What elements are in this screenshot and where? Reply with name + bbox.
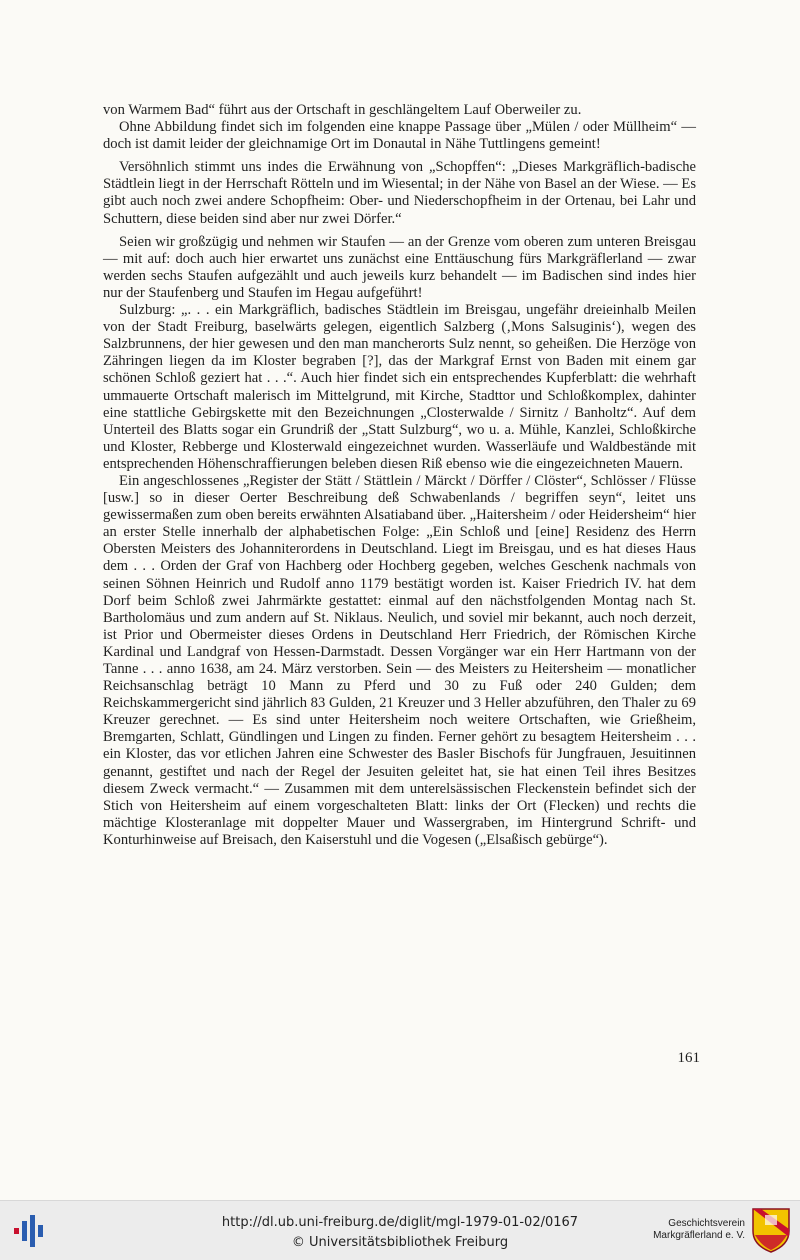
paragraph-3: Seien wir großzügig und nehmen wir Staufen — an der Grenze vom oberen zum unteren Breisgau — mit auf: doch auch hier erwartet uns zunächst eine Enttäuschung fürs Markgräflerland — zwar werden sechs Staufen aufgezählt und auch jeweils kurz behandelt — im Badischen sind indes hier nur der Staufenberg und Staufen im Hegau aufgeführt! bbox=[103, 233, 696, 301]
page-number: 161 bbox=[677, 1050, 700, 1066]
paragraph-1: Ohne Abbildung findet sich im folgenden eine knappe Passage über „Mülen / oder Müllheim“ — doch ist damit leider der gleichnamige Ort im Donautal in Nähe Tuttlingens gemeint! bbox=[103, 119, 696, 153]
paragraph-5: Ein angeschlossenes „Register der Stätt / Stättlein / Märckt / Dörffer / Clöster“, Schlösser / Flüsse [usw.] so in dieser Oerter Beschreibung deß Schwabenlands / begriffen seyn“, leitet uns gewissermaßen zum oben bereits erwähnten Alsatiaband über. „Haitersheim / oder Heidersheim“ hier an erster Stelle innerhalb der alphabetischen Folge: „Ein Schloß und [eine] Residenz des Herrn Obersten Meisters des Johanniterordens in Deutschland. Liegt im Breisgau, und es hat dieses Haus dem . . . Orden der Graf von Hachberg oder Hochberg gegeben, welches Geschenk nachmals von seinen Söhnen Heinrich und Rudolf anno 1179 bestätigt worden ist. Kaiser Friedrich IV. hat dem Dorf beim Schloß zwei Jahrmärkte gestattet: einmal auf den nächstfolgenden Montag nach St. Bartholomäus und zum andern auf St. Niklaus. Neulich, und soviel mir bekannt, auch noch derzeit, ist Prior und Obermeister dieses Ordens in Deutschland Herr Friedrich, der Römischen Kirche Kardinal und Landgraf von Hessen-Darmstadt. Dessen Vorgänger war ein Herr Hartmann von der Tanne . . . anno 1638, am 24. März verstorben. Sein — des Meisters zu Heitersheim — monatlicher Reichsanschlag beträgt 10 Mann zu Pferd und 30 zu Fuß oder 240 Gulden; dem Reichskammergericht sind jährlich 83 Gulden, 21 Kreuzer und 3 Heller abzuführen, den Thaler zu 69 Kreuzer gerechnet. — Es sind unter Heitersheim noch weitere Ortschaften, wie Grießheim, Bremgarten, Schlatt, Gündlingen und Lingen zu finden. Ferner gehört zu besagtem Heitersheim . . . ein Kloster, das vor etlichen Jahren eine Schwester des Basler Bischofs für Jungfrauen, Jesuitinnen genannt, gestiftet und nach der Regel der Jesuiten geleitet hat, sie hat einen Teil ihres Besitzes diesem Zweck vermacht.“ — Zusammen mit dem unterelsässischen Fleckenstein befindet sich der Stich von Heitersheim auf einem vorgeschalteten Blatt: links der Ort (Flecken) und rechts die mächtige Klosteranlage mit doppelter Mauer und Wassergraben, im Hintergrund Schrift- und Konturhinweise auf Breisach, den Kaiserstuhl und die Vogesen („Elsaßisch gebürge“). bbox=[103, 472, 696, 848]
copyright-text: © Universitätsbibliothek Freiburg bbox=[291, 1235, 509, 1250]
society-name bbox=[610, 1218, 745, 1242]
source-url-link[interactable]: http://dl.ub.uni-freiburg.de/diglit/mgl-1979-01-02/0167 bbox=[221, 1215, 579, 1230]
society-name-line1: Geschichtsverein bbox=[668, 1218, 745, 1229]
body-text bbox=[103, 102, 696, 849]
paragraph-2: Versöhnlich stimmt uns indes die Erwähnung von „Schopffen“: „Dieses Markgräflich-badische Städtlein liegt in der Herrschaft Rötteln und im Wiesental; in der Nähe von Basel an der Wiese. — Es gibt auch noch zwei andere Schopfheim: Ober- und Niederschopfheim in der Ortenau, bei Lahr und Schuttern, diese beiden sind aber nur zwei Dörfer.“ bbox=[103, 159, 696, 227]
society-crest-icon[interactable] bbox=[751, 1207, 791, 1253]
paragraph-0: von Warmem Bad“ führt aus der Ortschaft in geschlängeltem Lauf Oberweiler zu. bbox=[103, 102, 582, 118]
paragraph-4: Sulzburg: „. . . ein Markgräflich, badisches Städtlein im Breisgau, ungefähr dreieinhalb Meilen von der Stadt Freiburg, baselwärts gelegen, eigentlich Salzberg (‚Mons Salsuginis‘), wegen des Salzbrunnens, der hier gewesen und den man mancherorts Sulz nennt, so geheißen. Die Herzöge von Zähringen liegen da im Kloster begraben [?], das der Markgraf Ernst von Baden mit einem gar schönen Schloß geziert hat . . .“. Auch hier findet sich ein entsprechendes Kupferblatt: die wehrhaft ummauerte Ortschaft malerisch im Mittelgrund, mit Kirche, Stadttor und Schloßkomplex, dahinter eine stattliche Gebirgskette mit den Bezeichnungen „Closterwalde / Sirnitz / Banholtz“. Auf dem Unterteil des Blatts sogar ein Grundriß der „Statt Sulzburg“, wo u. a. Mühle, Kanzlei, Schloßkirche und Kloster, Rebberge und Klosterwald eingezeichnet wurden. Wasserläufe und Waldbestände mit entsprechenden Höhenschraffierungen beleben diesen Riß ebenso wie die eingezeichneten Mauern. bbox=[103, 302, 696, 472]
viewer-footer bbox=[0, 1200, 800, 1260]
society-name-line2: Markgräflerland e. V. bbox=[653, 1230, 745, 1241]
